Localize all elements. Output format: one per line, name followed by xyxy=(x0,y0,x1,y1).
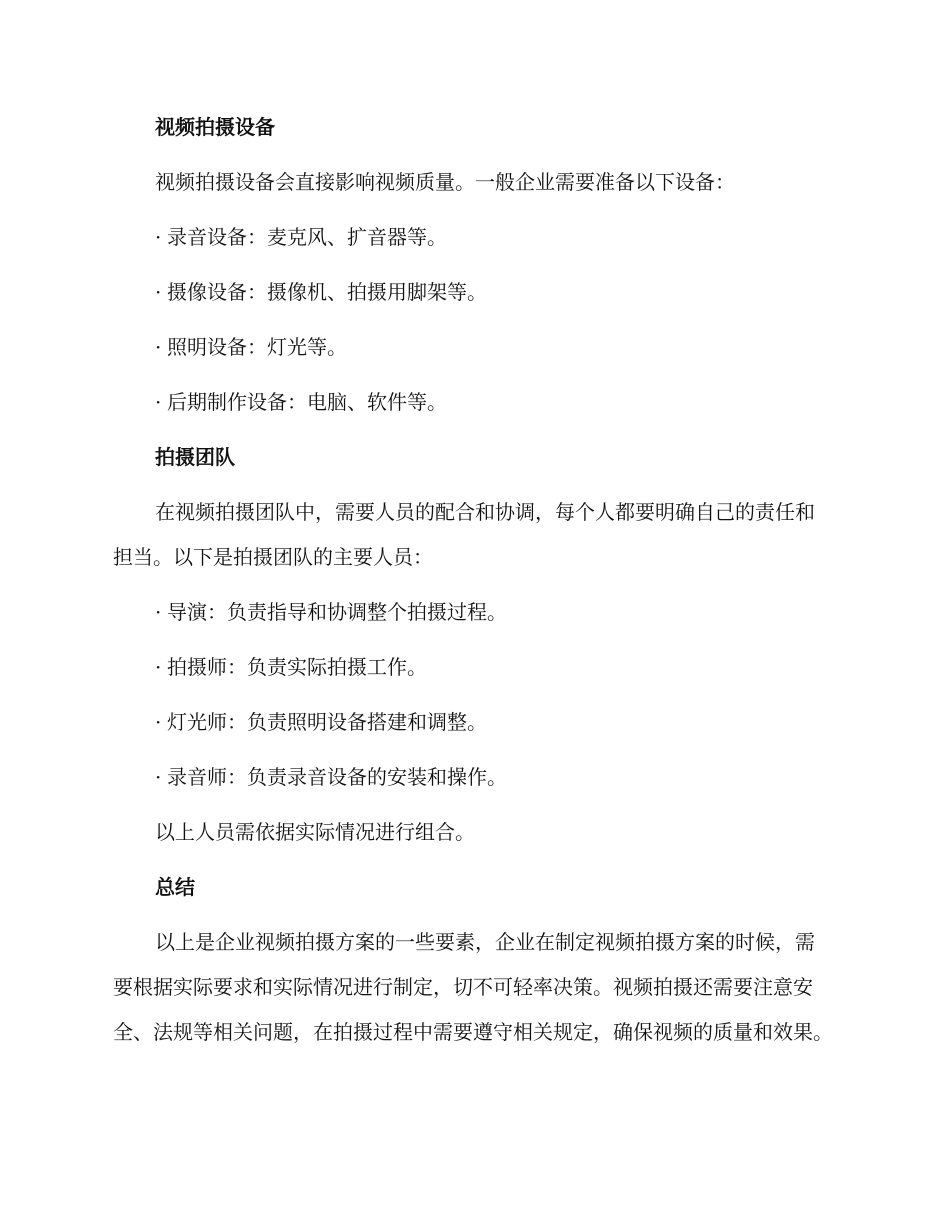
list-item: · 摄像设备：摄像机、拍摄用脚架等。 xyxy=(113,265,833,320)
list-item: · 后期制作设备：电脑、软件等。 xyxy=(113,375,833,430)
list-item: · 录音师：负责录音设备的安装和操作。 xyxy=(113,750,833,805)
summary-body: 以上是企业视频拍摄方案的一些要素，企业在制定视频拍摄方案的时候，需要根据实际要求和实际情况进行制定，切不可轻率决策。视频拍摄还需要注意安全、法规等相关问题，在拍摄过程中需要遵守相关规定，确保视频的质量和效果。 xyxy=(113,930,833,1044)
equipment-intro: 视频拍摄设备会直接影响视频质量。一般企业需要准备以下设备： xyxy=(155,170,735,194)
bullet: · xyxy=(155,655,162,679)
list-item: · 灯光师：负责照明设备搭建和调整。 xyxy=(113,695,833,750)
list-item: · 照明设备：灯光等。 xyxy=(113,320,833,375)
bullet: · xyxy=(155,335,162,359)
list-item: · 导演：负责指导和协调整个拍摄过程。 xyxy=(113,585,833,640)
team-intro: 在视频拍摄团队中，需要人员的配合和协调，每个人都要明确自己的责任和担当。以下是拍摄团队的主要人员： xyxy=(113,500,815,569)
section-heading-summary: 总结 xyxy=(155,875,195,899)
section-heading-team: 拍摄团队 xyxy=(155,445,235,469)
section-heading-equipment: 视频拍摄设备 xyxy=(155,115,275,139)
team-outro: 以上人员需依据实际情况进行组合。 xyxy=(155,820,475,844)
bullet: · xyxy=(155,225,162,249)
list-item: · 录音设备：麦克风、扩音器等。 xyxy=(113,210,833,265)
bullet: · xyxy=(155,280,162,304)
list-item: · 拍摄师：负责实际拍摄工作。 xyxy=(113,640,833,695)
bullet: · xyxy=(155,600,162,624)
bullet: · xyxy=(155,765,162,789)
document-page xyxy=(113,100,833,1060)
bullet: · xyxy=(155,710,162,734)
bullet: · xyxy=(155,390,162,414)
